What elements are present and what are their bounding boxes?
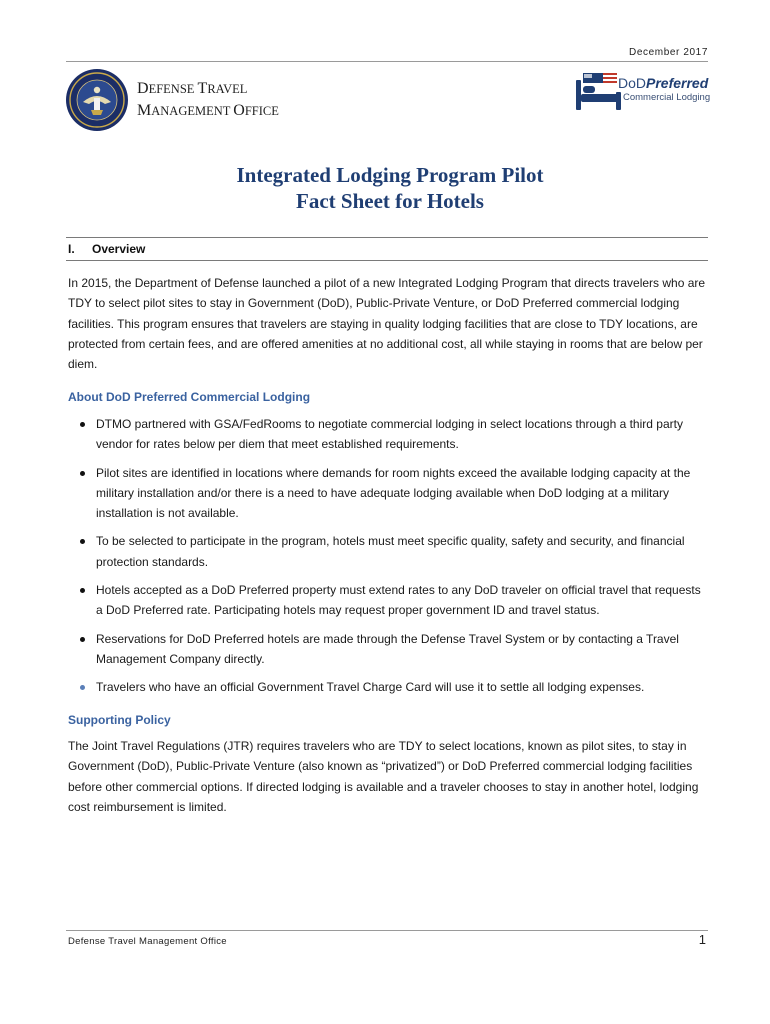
org-rest: RAVEL xyxy=(207,82,248,96)
list-item xyxy=(68,677,708,697)
section-number: I. xyxy=(68,242,75,256)
footer-organization: Defense Travel Management Office xyxy=(68,936,227,947)
bullet-icon xyxy=(80,685,85,690)
dod-seal-icon xyxy=(65,68,129,132)
organization-name xyxy=(137,78,279,122)
org-cap: O xyxy=(233,102,245,119)
title-line-1: Integrated Lodging Program Pilot xyxy=(236,163,544,187)
list-item-text: Pilot sites are identified in locations where demands for room nights exceed the available lodging capacity at the military installation and/or there is a need to have adequate lodging available when DoD lodging at a military installation is not available. xyxy=(96,465,691,521)
org-cap: T xyxy=(197,80,208,97)
logo-tagline: Commercial Lodging xyxy=(623,92,711,103)
logo-name-part1: DoD xyxy=(618,75,647,91)
list-item-text: DTMO partnered with GSA/FedRooms to negotiate commercial lodging in select locations through a third party vendor for rates below per diem that meet established requirements. xyxy=(96,417,683,452)
list-item-text: Reservations for DoD Preferred hotels are made through the Defense Travel System or by contacting a Travel Management Company directly. xyxy=(96,631,679,666)
bullet-icon xyxy=(80,422,85,427)
section-heading xyxy=(68,242,145,256)
list-item-text: Travelers who have an official Government Travel Charge Card will use it to settle all lodging expenses. xyxy=(96,680,645,695)
header-divider xyxy=(66,61,708,62)
bullet-icon xyxy=(80,637,85,642)
title-line-2: Fact Sheet for Hotels xyxy=(296,189,484,213)
list-item xyxy=(68,414,708,455)
list-item xyxy=(68,580,708,621)
bullet-icon xyxy=(80,588,85,593)
org-rest: EFENSE xyxy=(148,82,198,96)
section-title: Overview xyxy=(92,242,146,256)
list-item xyxy=(68,531,708,572)
org-rest: ANAGEMENT xyxy=(151,104,234,118)
list-item xyxy=(68,463,708,524)
org-rest: FFICE xyxy=(244,104,279,118)
subheading-preferred-lodging: About DoD Preferred Commercial Lodging xyxy=(68,390,311,404)
page-number: 1 xyxy=(698,932,706,947)
section-divider-top xyxy=(66,237,708,238)
list-item xyxy=(68,629,708,670)
bullet-list xyxy=(68,414,708,706)
logo-name-part2: Preferred xyxy=(646,75,709,91)
list-item-text: Hotels accepted as a DoD Preferred property must extend rates to any DoD traveler on official travel that requests a DoD Preferred rate. Participating hotels may request proper government ID and travel status. xyxy=(96,583,701,618)
org-cap: D xyxy=(137,80,149,97)
logo-name xyxy=(618,75,708,91)
org-cap: M xyxy=(137,102,152,119)
bullet-icon xyxy=(80,539,85,544)
bullet-icon xyxy=(80,471,85,476)
section-divider-bottom xyxy=(66,260,708,261)
list-item-text: To be selected to participate in the program, hotels must meet specific quality, safety and security, and financial protection standards. xyxy=(96,534,685,569)
policy-paragraph: The Joint Travel Regulations (JTR) requires travelers who are TDY to select locations, known as pilot sites, to stay in Government (DoD), Public-Private Venture (also known as “privatized”) or DoD Preferred commercial lodging facilities before other commercial options. If directed lodging is available and a traveler chooses to stay in another hotel, lodging cost reimbursement is limited. xyxy=(68,739,699,814)
intro-paragraph: In 2015, the Department of Defense launched a pilot of a new Integrated Lodging Program that directs travelers who are TDY to select pilot sites to stay in Government (DoD), Public-Private Venture, or DoD Preferred commercial lodging facilities. This program ensures that travelers are staying in quality lodging facilities that are close to TDY locations, are protected from certain fees, and are offered amenities at no additional cost, all while staying in rooms that are below per diem. xyxy=(68,276,706,372)
document-date: December 2017 xyxy=(629,47,708,58)
subheading-supporting-policy: Supporting Policy xyxy=(68,713,171,727)
footer-divider xyxy=(66,930,708,931)
document-title xyxy=(0,162,770,214)
